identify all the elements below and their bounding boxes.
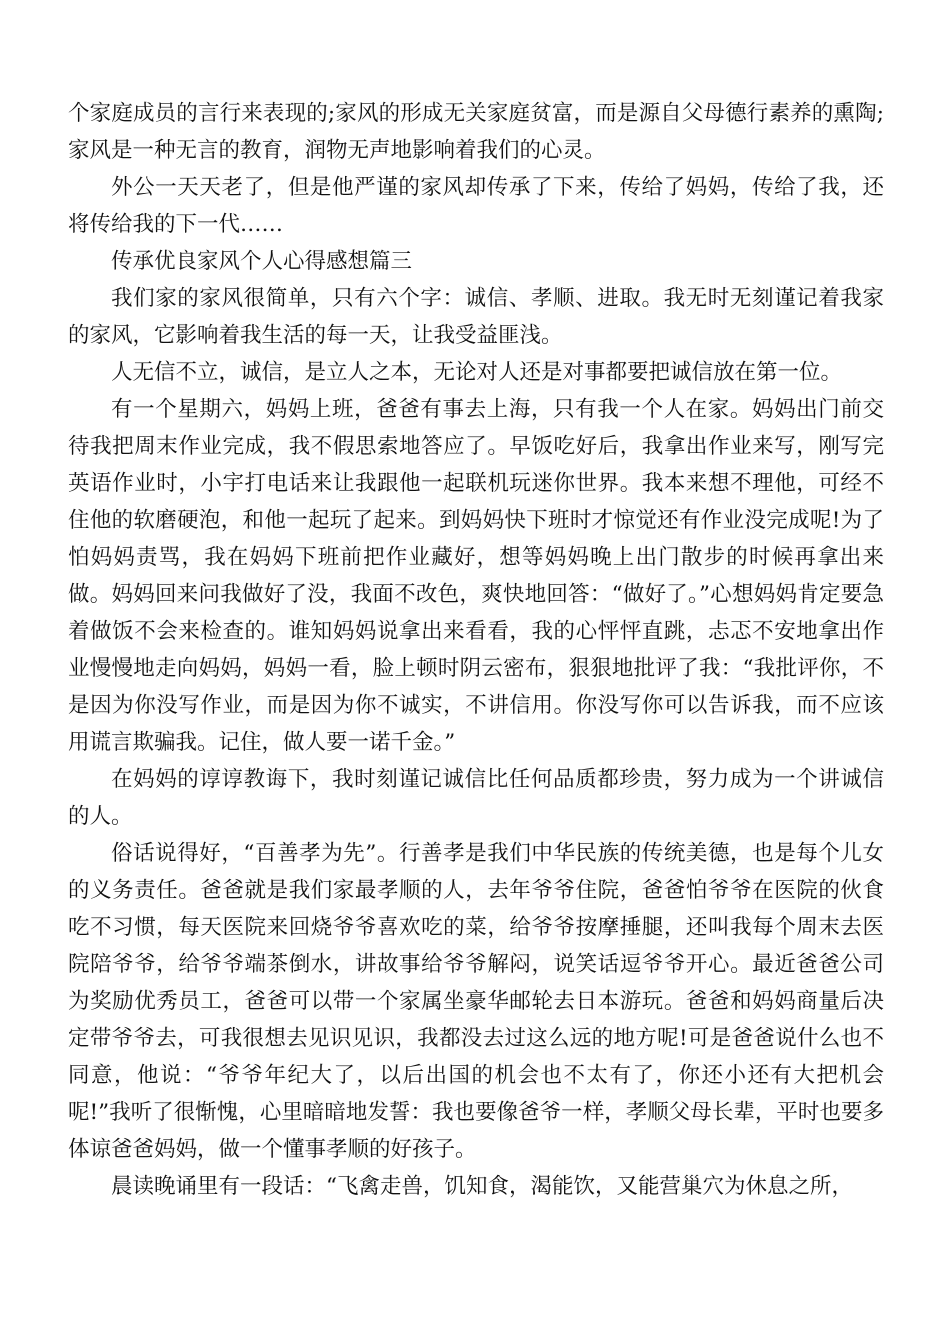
paragraph: 我们家的家风很简单，只有六个字：诚信、孝顺、进取。我无时无刻谨记着我家的家风，它影响着我生活的每一天，让我受益匪浅。: [68, 286, 884, 348]
paragraph: 晨读晚诵里有一段话：“飞禽走兽，饥知食，渴能饮，又能营巢穴为休息之所，: [111, 1174, 853, 1199]
paragraph: 有一个星期六，妈妈上班，爸爸有事去上海，只有我一个人在家。妈妈出门前交待我把周末作业完成，我不假思索地答应了。早饭吃好后，我拿出作业来写，刚写完英语作业时，小宇打电话来让我跟他一起联机玩迷你世界。我本来想不理他，可经不住他的软磨硬泡，和他一起玩了起来。到妈妈快下班时才惊觉还有作业没完成呢!为了怕妈妈责骂，我在妈妈下班前把作业藏好，想等妈妈晚上出门散步的时候再拿出来做。妈妈回来问我做好了没，我面不改色，爽快地回答：“做好了。”心想妈妈肯定要急着做饭不会来检查的。谁知妈妈说拿出来看看，我的心怦怦直跳，忐忑不安地拿出作业慢慢地走向妈妈，妈妈一看，脸上顿时阴云密布，狠狠地批评了我：“我批评你，不是因为你没写作业，而是因为你不诚实，不讲信用。你没写你可以告诉我，而不应该用谎言欺骗我。记住，做人要一诺千金。”: [68, 397, 884, 755]
paragraph: 在妈妈的谆谆教诲下，我时刻谨记诚信比任何品质都珍贵，努力成为一个讲诚信的人。: [68, 767, 884, 829]
paragraph: 俗话说得好，“百善孝为先”。行善孝是我们中华民族的传统美德，也是每个儿女的义务责任。爸爸就是我们家最孝顺的人，去年爷爷住院，爸爸怕爷爷在医院的伙食吃不习惯，每天医院来回烧爷爷喜欢吃的菜，给爷爷按摩捶腿，还叫我每个周末去医院陪爷爷，给爷爷端茶倒水，讲故事给爷爷解闷，说笑话逗爷爷开心。最近爸爸公司为奖励优秀员工，爸爸可以带一个家属坐豪华邮轮去日本游玩。爸爸和妈妈商量后决定带爷爷去，可我很想去见识见识，我都没去过这么远的地方呢!可是爸爸说什么也不同意，他说：“爷爷年纪大了，以后出国的机会也不太有了，你还小还有大把机会呢!”我听了很惭愧，心里暗暗地发誓：我也要像爸爷一样，孝顺父母长辈，平时也要多体谅爸爸妈妈，做一个懂事孝顺的好孩子。: [68, 841, 884, 1162]
section-heading: 传承优良家风个人心得感想篇三: [111, 249, 413, 274]
paragraph-continuation: 个家庭成员的言行来表现的;家风的形成无关家庭贫富，而是源自父母德行素养的熏陶;家风是一种无言的教育，润物无声地影响着我们的心灵。: [68, 101, 884, 163]
document-page: [68, 95, 884, 1205]
paragraph: 外公一天天老了，但是他严谨的家风却传承了下来，传给了妈妈，传给了我，还将传给我的下一代……: [68, 175, 884, 237]
paragraph: 人无信不立，诚信，是立人之本，无论对人还是对事都要把诚信放在第一位。: [111, 360, 843, 385]
